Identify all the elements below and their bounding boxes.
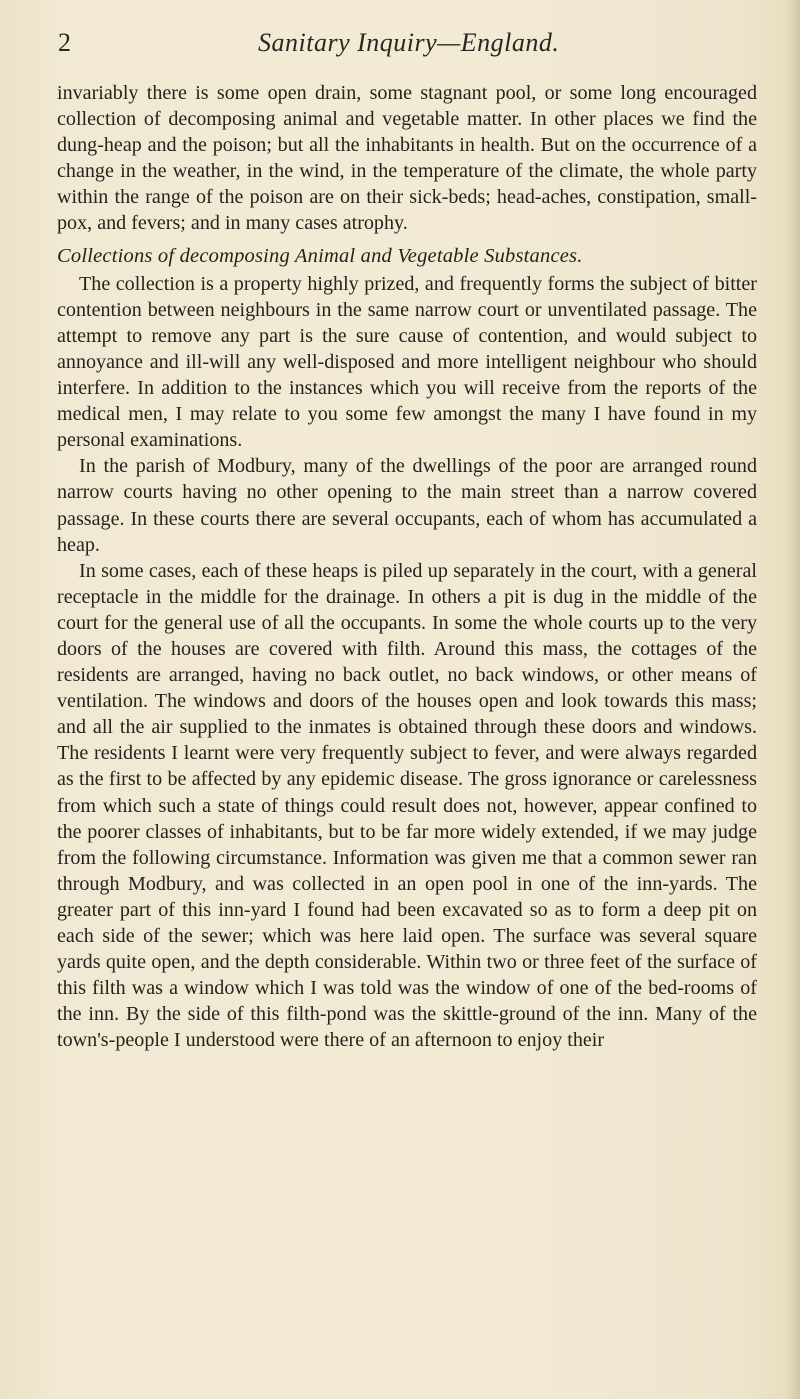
page-edge-shadow (786, 0, 800, 1399)
body-text (57, 80, 757, 1053)
running-title: Sanitary Inquiry—England. (258, 28, 560, 57)
paragraph: The collection is a property highly prized, and frequently forms the subject of bitter contention between neighbours in the same narrow court or unventilated passage. The attempt to remove any part is the sure cause of contention, and would subject to annoyance and ill-will any well-disposed and more intelligent neighbour who should interfere. In addition to the instances which you will receive from the reports of the medical men, I may relate to you some few amongst the many I have found in my personal examinations. (57, 272, 757, 452)
paragraph: In the parish of Modbury, many of the dwellings of the poor are arranged round narrow courts having no other opening to the main street than a narrow covered passage. In these courts there are several occupants, each of whom has accumulated a heap. (57, 455, 757, 556)
page-number: 2 (58, 28, 71, 57)
page-header (0, 28, 800, 68)
paragraph-continued: invariably there is some open drain, some stagnant pool, or some long encouraged collection of decomposing animal and vegetable matter. In other places we find the dung-heap and the poison; but all the inhabitants in health. But on the occurrence of a change in the weather, in the wind, in the temperature of the climate, the whole party within the range of the poison are on their sick-beds; head-aches, constipation, small-pox, and fevers; and in many cases atrophy. (57, 82, 757, 235)
section-heading: Collections of decomposing Animal and Vegetable Substances. (57, 244, 583, 267)
paragraph: In some cases, each of these heaps is piled up separately in the court, with a general receptacle in the middle for the drainage. In others a pit is dug in the middle of the court for the general use of all the occupants. In some the whole courts up to the very doors of the houses are covered with filth. Around this mass, the cottages of the residents are arranged, having no back outlet, no back windows, or other means of ventilation. The windows and doors of the houses open and look towards this mass; and all the air supplied to the inmates is obtained through these doors and windows. The residents I learnt were very frequently subject to fever, and were always regarded as the first to be affected by any epidemic disease. The gross ignorance or carelessness from which such a state of things could result does not, however, appear confined to the poorer classes of inhabitants, but to be far more widely extended, if we may judge from the following circumstance. Information was given me that a common sewer ran through Modbury, and was collected in an open pool in one of the inn-yards. The greater part of this inn-yard I found had been excavated so as to form a deep pit on each side of the sewer; which was here laid open. The surface was several square yards quite open, and the depth considerable. Within two or three feet of the surface of this filth was a window which I was told was the window of one of the bed-rooms of the inn. By the side of this filth-pond was the skittle-ground of the inn. Many of the town's-people I understood were there of an afternoon to enjoy their (57, 559, 757, 1052)
